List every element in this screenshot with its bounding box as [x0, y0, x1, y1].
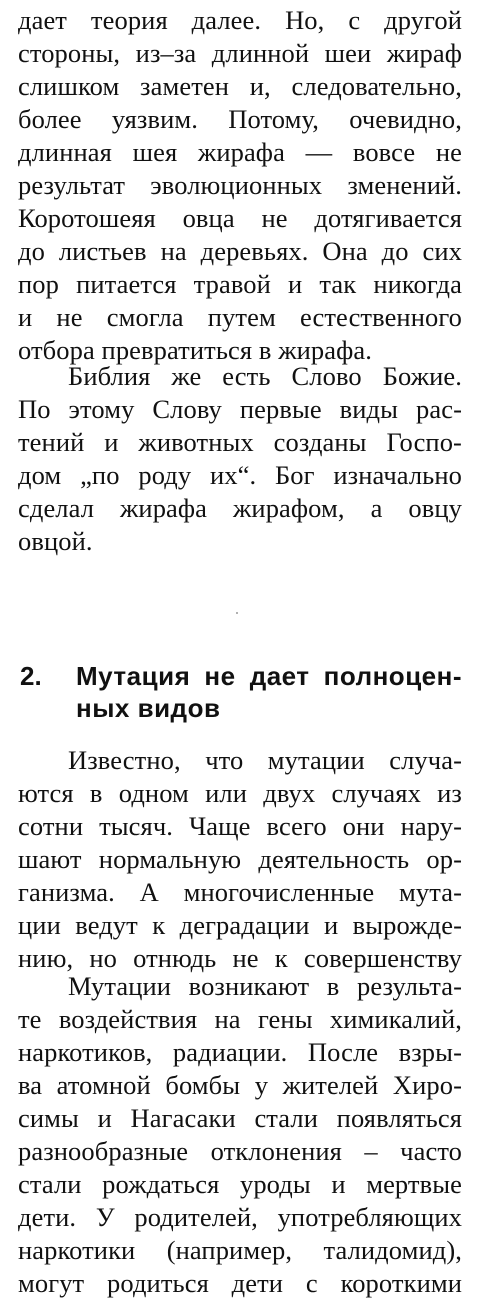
text-line: симы и Нагасаки стали появляться	[18, 1103, 462, 1133]
text-line: слишком заметен и, следовательно,	[18, 71, 462, 101]
text-line: Мутации возникают в результа-	[68, 971, 462, 1001]
paragraph-giraffe-argument	[18, 4, 462, 367]
section-heading	[18, 660, 462, 724]
paragraph-mutation-frequency	[18, 744, 462, 975]
text-line: могут родиться дети с короткими	[18, 1268, 462, 1298]
text-line: отбора превратиться в жирафа.	[18, 335, 372, 365]
text-line: Известно, что мутации случа-	[68, 745, 462, 775]
section-number: 2.	[20, 661, 42, 691]
text-line: дает теория далее. Но, с другой	[18, 5, 462, 35]
text-line: и не смогла путем естественного	[18, 302, 462, 332]
text-line: стали рождаться уроды и мертвые	[18, 1169, 462, 1199]
paragraph-mutation-causes	[18, 970, 462, 1300]
print-speck	[236, 612, 238, 614]
text-line: пор питается травой и так никогда	[18, 269, 462, 299]
paragraph-bible	[18, 360, 462, 558]
text-line: те воздействия на гены химикалий,	[18, 1004, 462, 1034]
text-line: разнообразные отклонения – часто	[18, 1136, 462, 1166]
text-line: результат эволюционных зменений.	[18, 170, 462, 200]
text-line: сделал жирафа жирафом, а овцу	[18, 493, 462, 523]
text-line: наркотиков, радиации. После взры-	[18, 1037, 462, 1067]
text-line: до листьев на деревьях. Она до сих	[18, 236, 462, 266]
text-line: Библия же есть Слово Божие.	[68, 361, 462, 391]
text-line: ются в одном или двух случаях из	[18, 778, 462, 808]
text-line: Коротошеяя овца не дотягивается	[18, 203, 462, 233]
text-line: По этому Слову первые виды рас-	[18, 394, 462, 424]
text-line: ва атомной бомбы у жителей Хиро-	[18, 1070, 462, 1100]
text-line: дом „по роду их“. Бог изначально	[18, 460, 462, 490]
text-line: длинная шея жирафа — вовсе не	[18, 137, 462, 167]
text-line: дети. У родителей, употребляющих	[18, 1202, 462, 1232]
text-line: овцой.	[18, 526, 93, 556]
section-title-line: Мутация не дает полноцен-	[76, 661, 462, 691]
text-line: нию, но отнюдь не к совершенству	[18, 943, 462, 973]
text-line: ганизма. А многочисленные мута-	[18, 877, 462, 907]
text-line: шают нормальную деятельность ор-	[18, 844, 462, 874]
text-line: наркотики (например, талидомид),	[18, 1235, 462, 1265]
text-line: сотни тысяч. Чаще всего они нару-	[18, 811, 462, 841]
section-title-line: ных видов	[76, 693, 221, 723]
text-line: тений и животных созданы Госпо-	[18, 427, 462, 457]
text-line: ции ведут к деградации и вырожде-	[18, 910, 462, 940]
text-line: стороны, из–за длинной шеи жираф	[18, 38, 462, 68]
text-line: более уязвим. Потому, очевидно,	[18, 104, 462, 134]
